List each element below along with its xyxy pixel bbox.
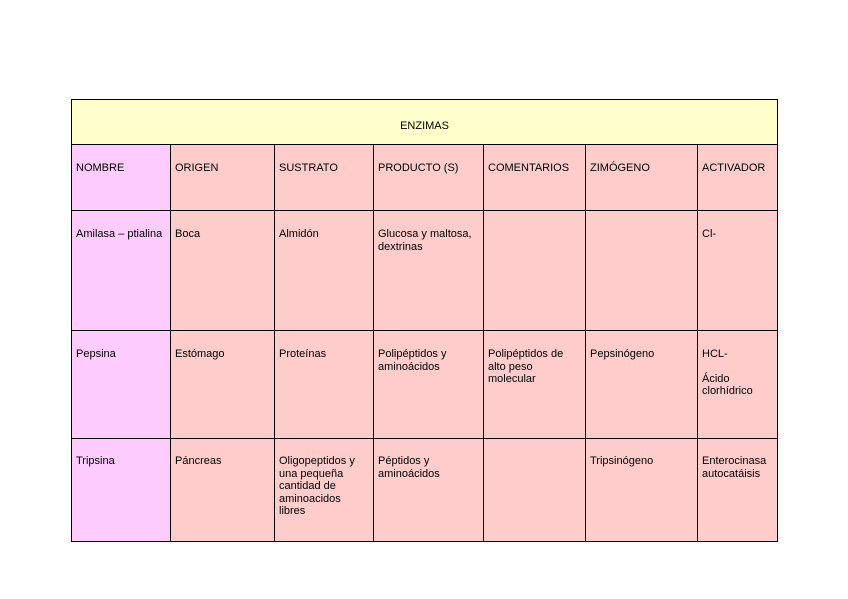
cell-activador — [698, 439, 778, 542]
header-zimogeno: ZIMÓGENO — [586, 145, 698, 211]
table-row — [72, 331, 778, 439]
cell-comentarios — [484, 439, 586, 542]
table-row — [72, 211, 778, 331]
cell-activador-text: Enterocinasa autocatáisis — [702, 455, 767, 480]
cell-zimogeno: Pepsinógeno — [586, 331, 698, 439]
header-nombre: NOMBRE — [72, 145, 171, 211]
cell-origen: Boca — [171, 211, 275, 331]
cell-activador — [698, 211, 778, 331]
cell-producto: Polipéptidos y aminoácidos — [374, 331, 484, 439]
cell-activador-extra: Ácido clorhídrico — [702, 372, 753, 397]
cell-activador-text: HCL- — [702, 348, 728, 360]
cell-producto: Péptidos y aminoácidos — [374, 439, 484, 542]
cell-origen: Estómago — [171, 331, 275, 439]
table-title: ENZIMAS — [72, 100, 778, 145]
cell-comentarios: Polipéptidos de alto peso molecular — [484, 331, 586, 439]
cell-sustrato: Almidón — [275, 211, 374, 331]
cell-activador — [698, 331, 778, 439]
cell-nombre: Amilasa – ptialina — [72, 211, 171, 331]
header-activador: ACTIVADOR — [698, 145, 778, 211]
cell-comentarios — [484, 211, 586, 331]
table-title-row — [72, 100, 778, 145]
enzimas-table — [71, 99, 778, 542]
header-sustrato: SUSTRATO — [275, 145, 374, 211]
header-comentarios: COMENTARIOS — [484, 145, 586, 211]
cell-sustrato: Proteínas — [275, 331, 374, 439]
header-origen: ORIGEN — [171, 145, 275, 211]
table-header-row — [72, 145, 778, 211]
cell-activador-text: Cl- — [702, 228, 717, 240]
cell-producto: Glucosa y maltosa, dextrinas — [374, 211, 484, 331]
table-row — [72, 439, 778, 542]
cell-sustrato: Oligopeptidos y una pequeña cantidad de aminoacidos libres — [275, 439, 374, 542]
header-producto: PRODUCTO (S) — [374, 145, 484, 211]
cell-nombre: Tripsina — [72, 439, 171, 542]
cell-origen: Páncreas — [171, 439, 275, 542]
cell-zimogeno: Tripsinógeno — [586, 439, 698, 542]
cell-nombre: Pepsina — [72, 331, 171, 439]
cell-zimogeno — [586, 211, 698, 331]
